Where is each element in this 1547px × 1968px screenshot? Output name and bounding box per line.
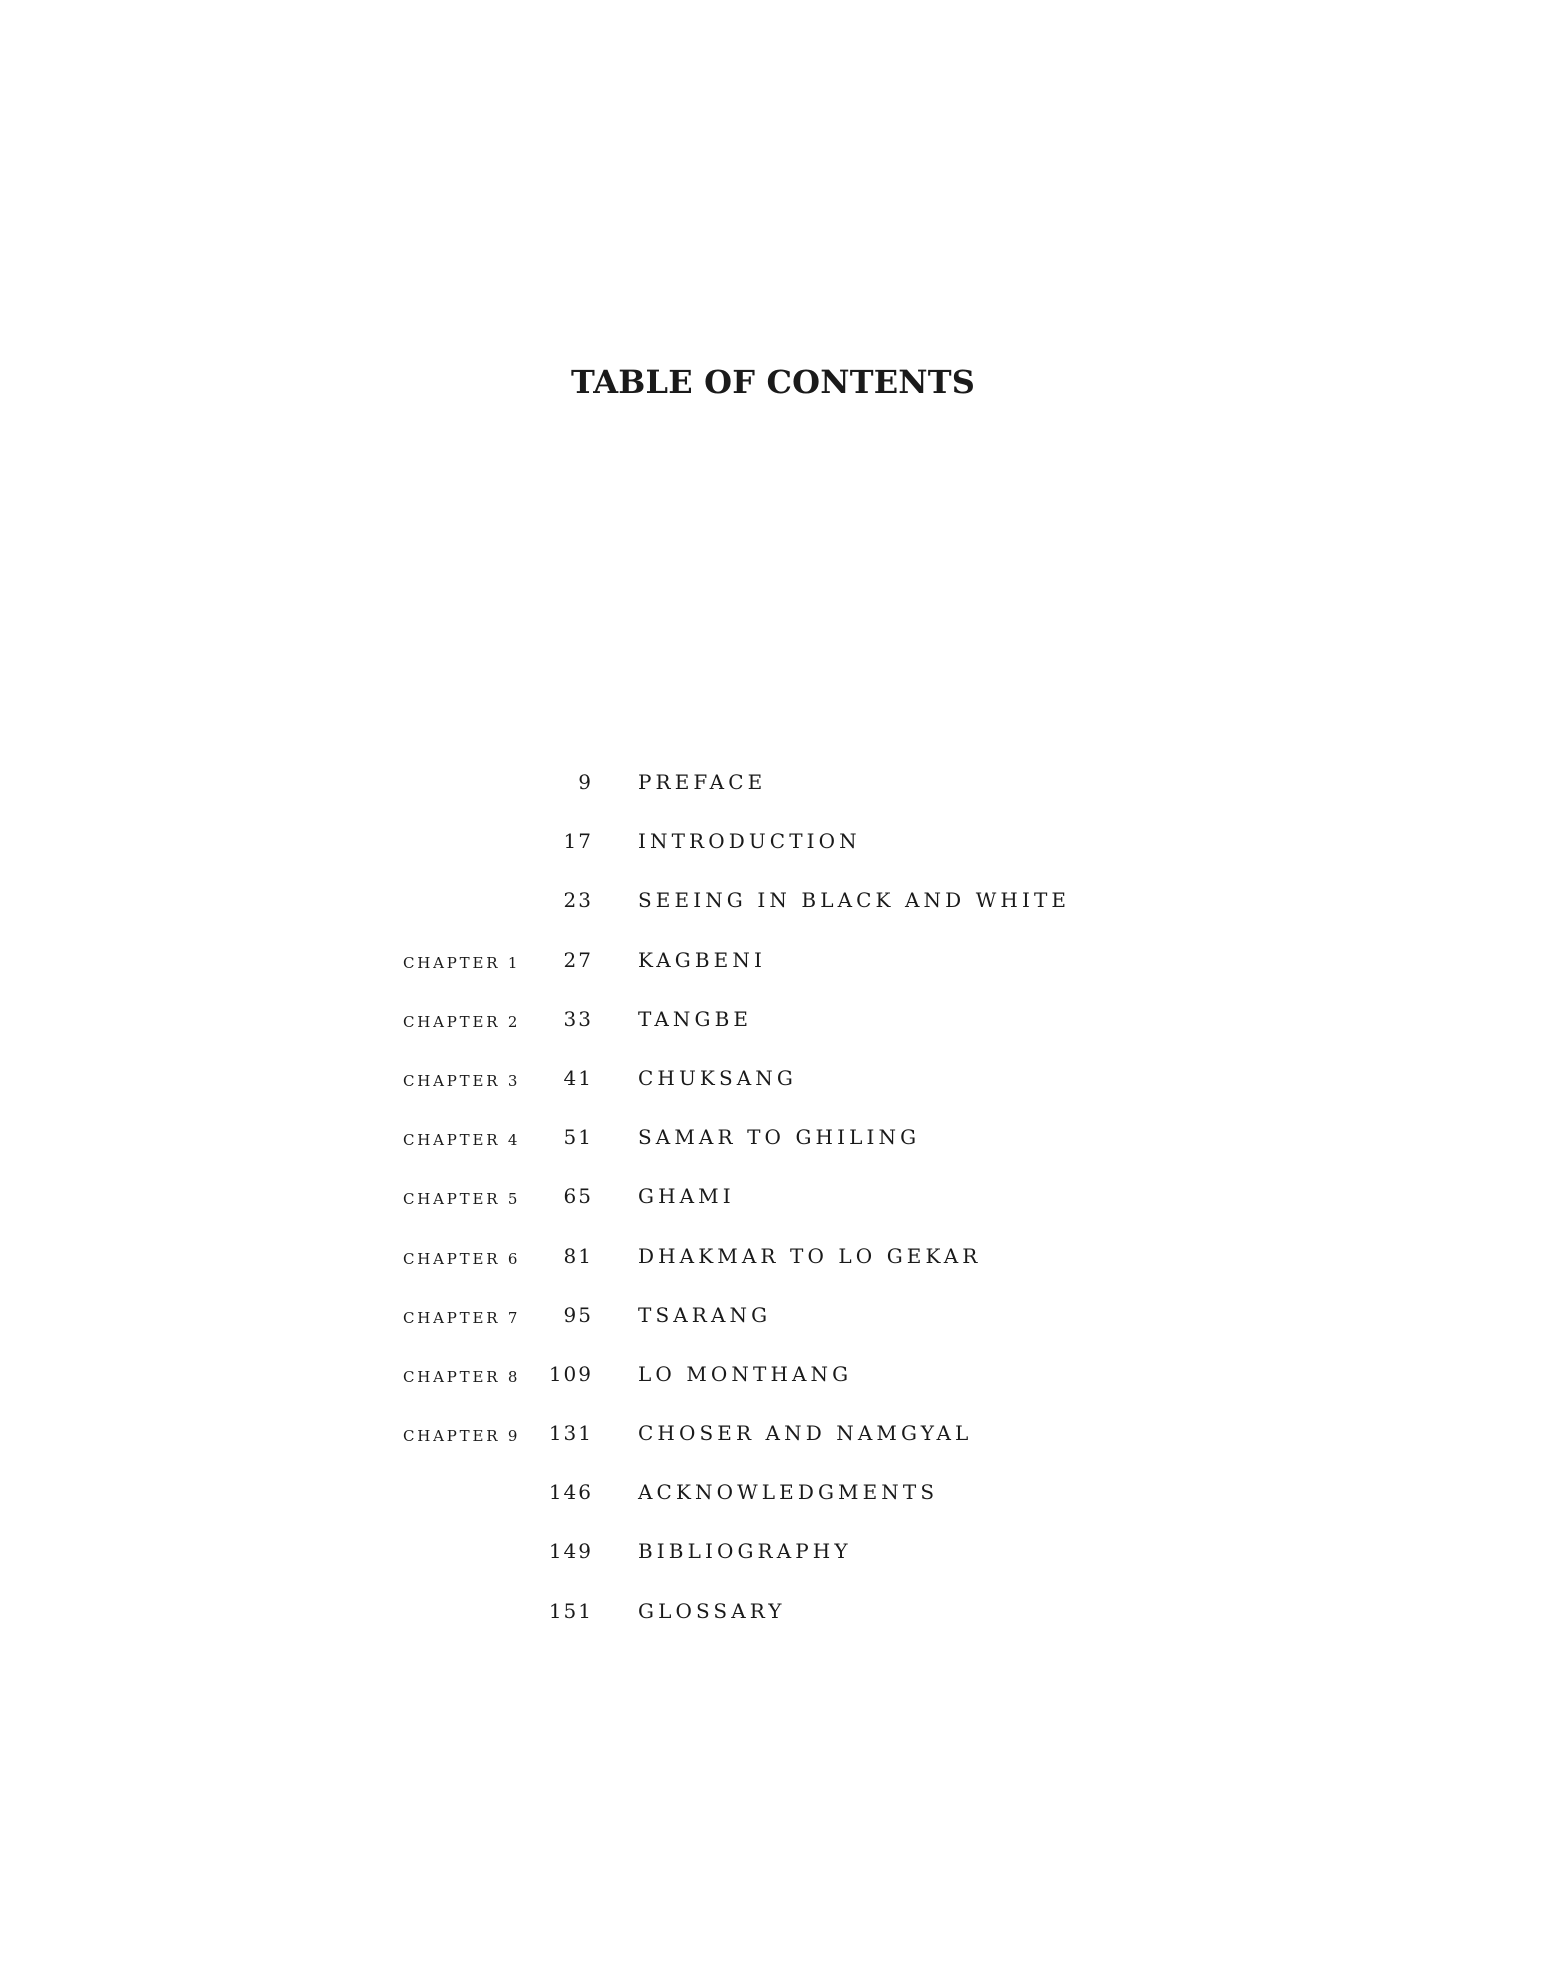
page-title: TABLE OF CONTENTS (571, 363, 976, 401)
chapter-label: CHAPTER 2 (403, 1012, 521, 1031)
toc-entry-acknowledgments[interactable] (0, 1464, 1547, 1523)
toc-entry-samar-to-ghiling[interactable] (0, 1109, 1547, 1168)
page-number: 23 (563, 888, 593, 913)
entry-title: ACKNOWLEDGMENTS (638, 1480, 939, 1505)
toc-entry-kagbeni[interactable] (0, 932, 1547, 991)
toc-entry-tsarang[interactable] (0, 1287, 1547, 1346)
page-number: 131 (548, 1421, 593, 1446)
chapter-label: CHAPTER 7 (403, 1308, 521, 1327)
page-number: 33 (563, 1006, 593, 1031)
toc-entry-introduction[interactable] (0, 813, 1547, 872)
entry-title: BIBLIOGRAPHY (638, 1539, 852, 1564)
toc-entry-dhakmar-to-lo-gekar[interactable] (0, 1228, 1547, 1287)
entry-title: CHOSER AND NAMGYAL (638, 1421, 973, 1446)
entry-title: GHAMI (638, 1184, 735, 1209)
chapter-label: CHAPTER 1 (403, 953, 521, 972)
toc-entry-chuksang[interactable] (0, 1050, 1547, 1109)
toc-entry-lo-monthang[interactable] (0, 1346, 1547, 1405)
page-number: 9 (578, 770, 593, 794)
toc-entry-glossary[interactable] (0, 1583, 1547, 1642)
page-number: 51 (563, 1125, 593, 1150)
entry-title: CHUKSANG (638, 1065, 797, 1090)
entry-title: DHAKMAR TO LO GEKAR (638, 1243, 982, 1268)
chapter-label: CHAPTER 4 (403, 1131, 521, 1150)
page-number: 151 (548, 1598, 593, 1623)
entry-title: SAMAR TO GHILING (638, 1125, 921, 1150)
entry-title: PREFACE (638, 770, 767, 794)
page-number: 146 (548, 1480, 593, 1505)
chapter-label: CHAPTER 3 (403, 1071, 521, 1090)
toc-entry-choser-and-namgyal[interactable] (0, 1405, 1547, 1464)
table-of-contents (0, 754, 1547, 1642)
toc-entry-seeing-in-black-and-white[interactable] (0, 872, 1547, 931)
page-number: 95 (563, 1302, 593, 1327)
toc-entry-ghami[interactable] (0, 1168, 1547, 1227)
page-number: 65 (563, 1184, 593, 1209)
page-number: 149 (548, 1539, 593, 1564)
page-number: 109 (548, 1361, 593, 1386)
page-number: 17 (563, 829, 593, 854)
page-number: 41 (563, 1065, 593, 1090)
entry-title: LO MONTHANG (638, 1361, 853, 1386)
chapter-label: CHAPTER 9 (403, 1427, 521, 1446)
entry-title: INTRODUCTION (638, 829, 861, 854)
toc-entry-bibliography[interactable] (0, 1523, 1547, 1582)
entry-title: TANGBE (638, 1006, 753, 1031)
chapter-label: CHAPTER 6 (403, 1249, 521, 1268)
chapter-label: CHAPTER 8 (403, 1367, 521, 1386)
toc-entry-tangbe[interactable] (0, 991, 1547, 1050)
entry-title: KAGBENI (638, 947, 766, 972)
entry-title: GLOSSARY (638, 1598, 786, 1623)
page-number: 27 (563, 947, 593, 972)
toc-entry-preface[interactable] (0, 754, 1547, 813)
entry-title: TSARANG (638, 1302, 772, 1327)
entry-title: SEEING IN BLACK AND WHITE (638, 888, 1071, 913)
page-number: 81 (563, 1243, 593, 1268)
chapter-label: CHAPTER 5 (403, 1190, 521, 1209)
